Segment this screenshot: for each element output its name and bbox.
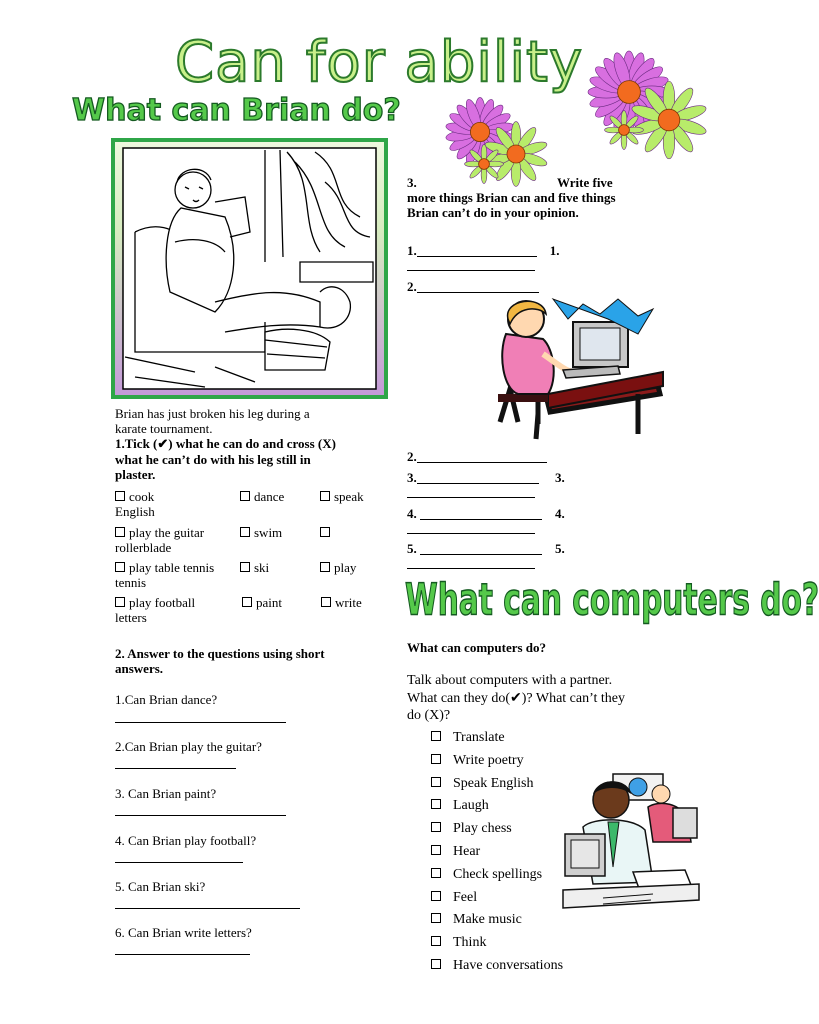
row-4-line[interactable] — [407, 532, 535, 534]
checkbox-icon[interactable] — [431, 845, 441, 855]
can-row-2[interactable]: 2. — [407, 279, 539, 294]
checkbox-icon[interactable] — [431, 891, 441, 901]
checkbox-icon[interactable] — [240, 527, 250, 537]
computer-ability-item[interactable] — [431, 775, 534, 792]
subtitle-computers: What can computers do? — [405, 574, 819, 625]
computer-ability-label: Feel — [453, 889, 478, 905]
checkbox-icon[interactable] — [115, 527, 125, 537]
ability-item[interactable]: ski — [240, 560, 269, 575]
subtitle-brian: What can Brian do? — [72, 93, 401, 128]
section2-heading-a: 2. Answer to the questions using short — [115, 646, 325, 661]
computer-ability-item[interactable] — [431, 797, 489, 814]
computer-ability-item[interactable] — [431, 866, 543, 883]
answer-line-6[interactable] — [115, 953, 250, 955]
brian-picture — [111, 138, 388, 399]
section1-instruction-c: plaster. — [115, 467, 156, 482]
checkbox-icon[interactable] — [320, 562, 330, 572]
office-worker-illustration — [563, 772, 699, 914]
section3-heading-a: Write five — [557, 175, 613, 190]
computer-ability-label: Speak English — [453, 775, 534, 791]
ability-wrap: tennis — [115, 575, 147, 590]
ability-item[interactable]: play table tennis — [115, 560, 214, 575]
ability-item[interactable]: paint — [242, 595, 282, 610]
page-title: Can for ability — [175, 30, 584, 95]
cant-row-2[interactable]: 2. — [407, 449, 547, 464]
section3-number: 3. — [407, 175, 417, 190]
checkbox-icon[interactable] — [115, 491, 125, 501]
ability-item[interactable]: cook — [115, 489, 154, 504]
flower-icon — [465, 145, 504, 184]
computer-ability-item[interactable] — [431, 889, 478, 906]
computer-ability-label: Check spellings — [453, 866, 543, 882]
section1-instruction-b: what he can’t do with his leg still in — [115, 452, 311, 467]
checkbox-icon[interactable] — [431, 822, 441, 832]
section3-heading-c: Brian can’t do in your opinion. — [407, 205, 579, 220]
question-3: 3. Can Brian paint? — [115, 786, 217, 801]
ability-item[interactable]: play football — [115, 595, 195, 610]
flower-icon — [605, 111, 644, 150]
ability-wrap: rollerblade — [115, 540, 172, 555]
computer-ability-label: Play chess — [453, 821, 512, 837]
ability-item[interactable]: dance — [240, 489, 284, 504]
answer-line-2[interactable] — [115, 767, 236, 769]
computer-ability-item[interactable] — [431, 729, 505, 746]
computer-ability-item[interactable] — [431, 957, 564, 974]
computer-ability-label: Write poetry — [453, 752, 524, 768]
cant-line-1[interactable] — [407, 269, 535, 271]
computers-question: What can computers do? — [407, 640, 547, 655]
ability-item[interactable]: speak — [320, 489, 364, 504]
ability-wrap: letters — [115, 610, 147, 625]
computer-ability-label: Have conversations — [453, 958, 564, 973]
computers-talk-a: Talk about computers with a partner. — [407, 673, 613, 688]
question-2: 2.Can Brian play the guitar? — [115, 739, 262, 754]
checkbox-icon[interactable] — [431, 754, 441, 764]
checkbox-icon[interactable] — [431, 731, 441, 741]
question-5: 5. Can Brian ski? — [115, 879, 206, 894]
answer-line-3[interactable] — [115, 814, 286, 816]
answer-line-1[interactable] — [115, 721, 286, 723]
checkbox-icon[interactable] — [431, 936, 441, 946]
answer-line-5[interactable] — [115, 907, 300, 909]
intro-line-2: karate tournament. — [115, 421, 213, 436]
checkbox-icon[interactable] — [242, 597, 252, 607]
computer-ability-label: Think — [453, 935, 487, 951]
computer-ability-item[interactable] — [431, 911, 522, 928]
row-5[interactable]: 5. 5. — [407, 541, 565, 556]
section1-instruction-a: 1.Tick (✔) what he can do and cross (X) — [115, 436, 336, 451]
answer-line-4[interactable] — [115, 861, 243, 863]
checkbox-icon[interactable] — [320, 527, 330, 537]
question-1: 1.Can Brian dance? — [115, 692, 218, 707]
computer-ability-label: Translate — [453, 730, 505, 745]
checkbox-icon[interactable] — [321, 597, 331, 607]
computer-ability-item[interactable] — [431, 820, 512, 837]
checkbox-icon[interactable] — [115, 597, 125, 607]
checkbox-icon[interactable] — [431, 799, 441, 809]
question-6: 6. Can Brian write letters? — [115, 925, 252, 940]
computers-talk-c: do (X)? — [407, 708, 451, 723]
question-4: 4. Can Brian play football? — [115, 833, 257, 848]
checkbox-icon[interactable] — [240, 562, 250, 572]
ability-item[interactable] — [320, 525, 334, 540]
checkbox-icon[interactable] — [240, 491, 250, 501]
checkbox-icon[interactable] — [115, 562, 125, 572]
checkbox-icon[interactable] — [431, 777, 441, 787]
computer-ability-label: Make music — [453, 912, 522, 928]
row-4[interactable]: 4. 4. — [407, 506, 565, 521]
row-3-line[interactable] — [407, 496, 535, 498]
ability-item[interactable]: play the guitar — [115, 525, 204, 540]
checkbox-icon[interactable] — [431, 913, 441, 923]
row-5-line[interactable] — [407, 567, 535, 569]
computers-talk-b: What can they do(✔)? What can’t they — [407, 691, 626, 706]
section2-heading-b: answers. — [115, 661, 164, 676]
ability-item[interactable]: write — [321, 595, 362, 610]
intro-line-1: Brian has just broken his leg during a — [115, 406, 310, 421]
girl-computer-illustration — [488, 294, 668, 442]
flowers-decoration — [444, 52, 714, 192]
computer-ability-label: Laugh — [453, 798, 489, 814]
ability-item[interactable]: swim — [240, 525, 282, 540]
checkbox-icon[interactable] — [431, 868, 441, 878]
computer-ability-item[interactable] — [431, 843, 481, 860]
computer-ability-item[interactable] — [431, 752, 524, 769]
computer-ability-item[interactable] — [431, 934, 487, 951]
ability-item[interactable]: play — [320, 560, 356, 575]
row-3[interactable]: 3. 3. — [407, 470, 565, 485]
ability-wrap: English — [115, 504, 155, 519]
checkbox-icon[interactable] — [320, 491, 330, 501]
can-row-1[interactable]: 1. 1. — [407, 243, 560, 258]
checkbox-icon[interactable] — [431, 959, 441, 969]
computer-ability-label: Hear — [453, 844, 481, 859]
section3-heading-b: more things Brian can and five things — [407, 190, 616, 205]
